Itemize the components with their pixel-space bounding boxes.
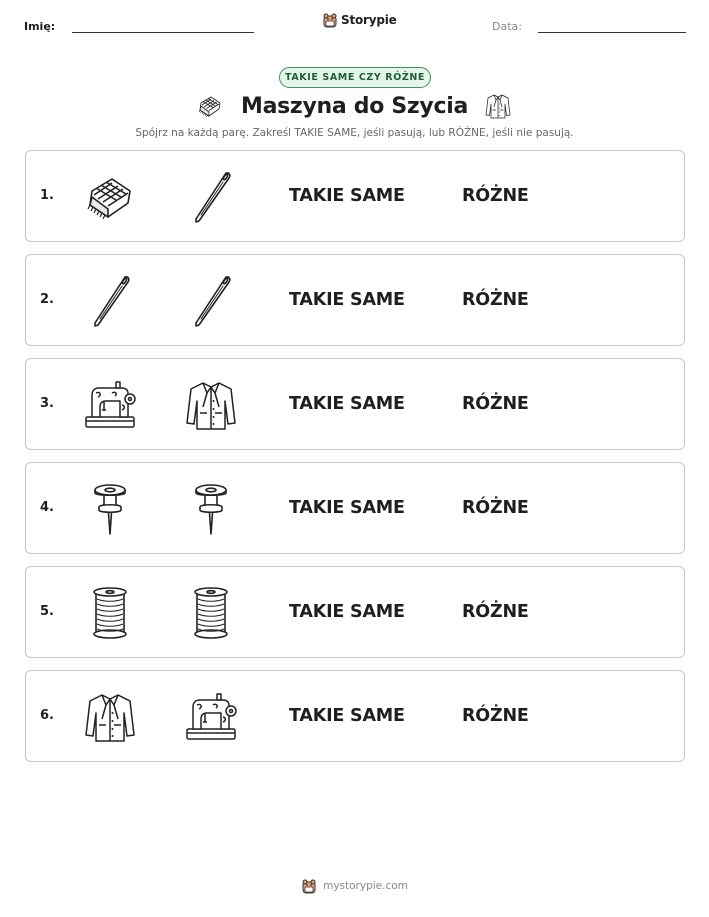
sewing-machine-icon	[82, 377, 138, 433]
sewing-machine-icon	[183, 689, 239, 745]
footer-url[interactable]: mystorypie.com	[323, 880, 408, 892]
option-same[interactable]: TAKIE SAME	[289, 290, 405, 310]
storypie-logo-icon	[301, 878, 317, 894]
option-same[interactable]: TAKIE SAME	[289, 706, 405, 726]
needle-icon	[183, 273, 239, 329]
exercise-list	[25, 150, 685, 774]
option-same[interactable]: TAKIE SAME	[289, 186, 405, 206]
row-number: 1.	[40, 188, 54, 203]
option-same[interactable]: TAKIE SAME	[289, 602, 405, 622]
exercise-row	[25, 358, 685, 450]
needle-icon	[183, 169, 239, 225]
name-line[interactable]	[72, 32, 254, 33]
option-different[interactable]: RÓŻNE	[462, 394, 529, 414]
option-different[interactable]: RÓŻNE	[462, 290, 529, 310]
jacket-icon	[82, 689, 138, 745]
title-row	[0, 90, 709, 124]
footer	[0, 878, 709, 894]
row-number: 5.	[40, 604, 54, 619]
name-label: Imię:	[24, 20, 56, 33]
thread-spool-icon	[82, 585, 138, 641]
needle-icon	[82, 273, 138, 329]
option-same[interactable]: TAKIE SAME	[289, 498, 405, 518]
jacket-icon	[183, 377, 239, 433]
exercise-row	[25, 670, 685, 762]
row-number: 3.	[40, 396, 54, 411]
fabric-icon	[196, 92, 224, 120]
date-label: Data:	[492, 20, 522, 33]
option-different[interactable]: RÓŻNE	[462, 498, 529, 518]
exercise-row	[25, 150, 685, 242]
date-line[interactable]	[538, 32, 686, 33]
row-number: 6.	[40, 708, 54, 723]
thread-spool-icon	[183, 585, 239, 641]
option-different[interactable]: RÓŻNE	[462, 602, 529, 622]
option-different[interactable]: RÓŻNE	[462, 706, 529, 726]
jacket-icon	[484, 92, 512, 120]
storypie-logo-icon	[322, 12, 338, 28]
pin-icon	[82, 481, 138, 537]
logo-text: Storypie	[341, 13, 397, 27]
option-different[interactable]: RÓŻNE	[462, 186, 529, 206]
worksheet-type-badge: TAKIE SAME CZY RÓŻNE	[279, 67, 431, 88]
storypie-logo	[322, 12, 397, 28]
fabric-icon	[82, 169, 138, 225]
exercise-row	[25, 566, 685, 658]
instructions: Spójrz na każdą parę. Zakreśl TAKIE SAME, jeśli pasują, lub RÓŻNE, jeśli nie pasują.	[135, 127, 574, 139]
exercise-row	[25, 462, 685, 554]
page-title: Maszyna do Szycia	[241, 94, 468, 119]
row-number: 2.	[40, 292, 54, 307]
pin-icon	[183, 481, 239, 537]
exercise-row	[25, 254, 685, 346]
row-number: 4.	[40, 500, 54, 515]
option-same[interactable]: TAKIE SAME	[289, 394, 405, 414]
